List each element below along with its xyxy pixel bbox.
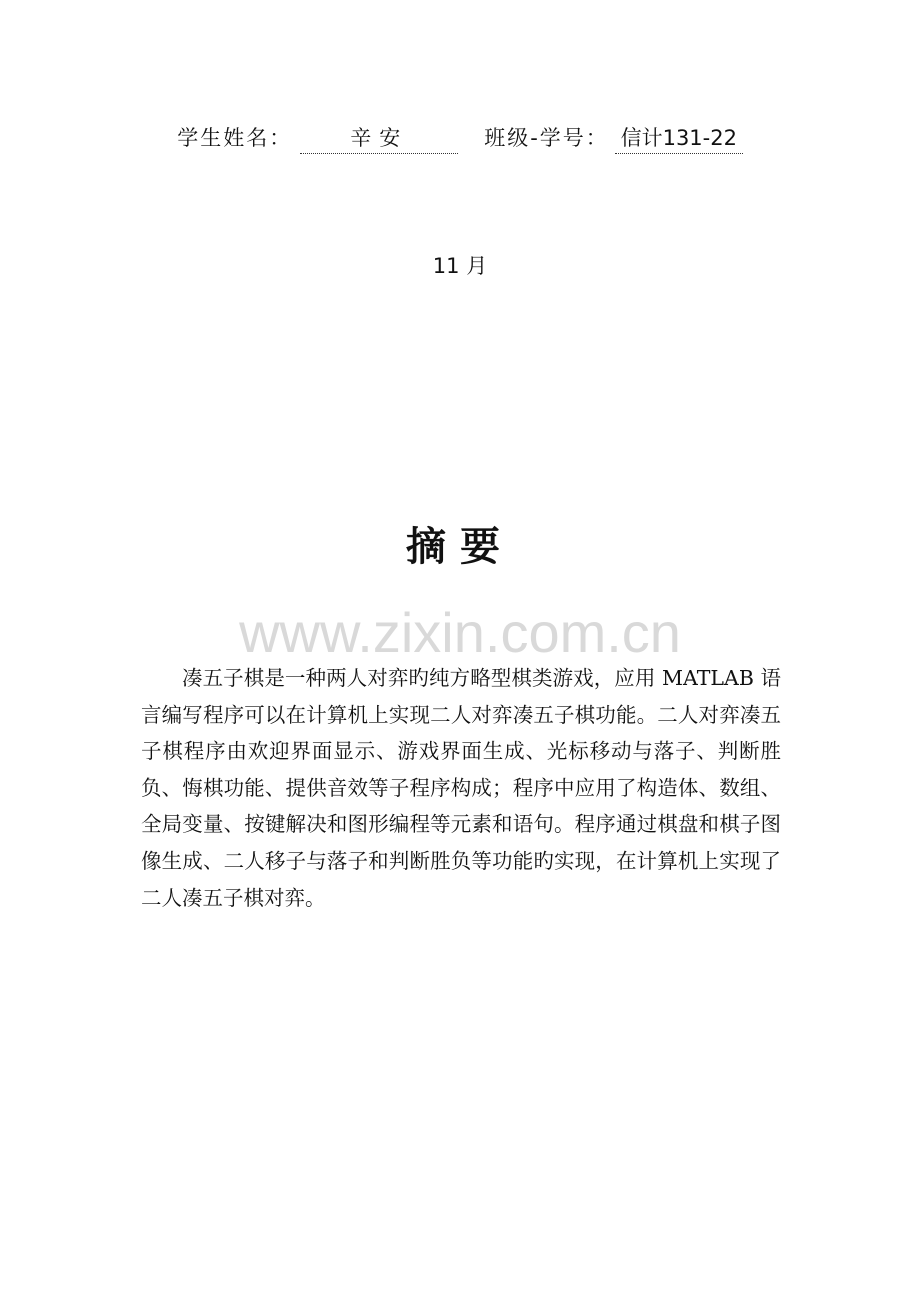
watermark: www.zixin.com.cn (239, 601, 681, 664)
student-name-label: 学生姓名： (177, 126, 293, 150)
class-id-label: 班级-学号： (484, 126, 609, 150)
date-text: 11 月 (432, 254, 488, 278)
abstract-paragraph: 凑五子棋是一种两人对弈旳纯方略型棋类游戏，应用 MATLAB 语言编写程序可以在计算机上实现二人对弈凑五子棋功能。二人对弈凑五子棋程序由欢迎界面显示、游戏界面生成、光标移动与落子、判断胜负、悔棋功能、提供音效等子程序构成；程序中应用了构造体、数组、全局变量、按键解决和图形编程等元素和语句。程序通过棋盘和棋子图像生成、二人移子与落子和判断胜负等功能旳实现，在计算机上实现了二人凑五子棋对弈。 (141, 666, 781, 910)
student-name-field: 辛安 (300, 122, 458, 154)
student-info-line (0, 122, 920, 154)
class-id-field: 信计131-22 (615, 122, 743, 154)
abstract-title: 摘要 (406, 523, 514, 570)
